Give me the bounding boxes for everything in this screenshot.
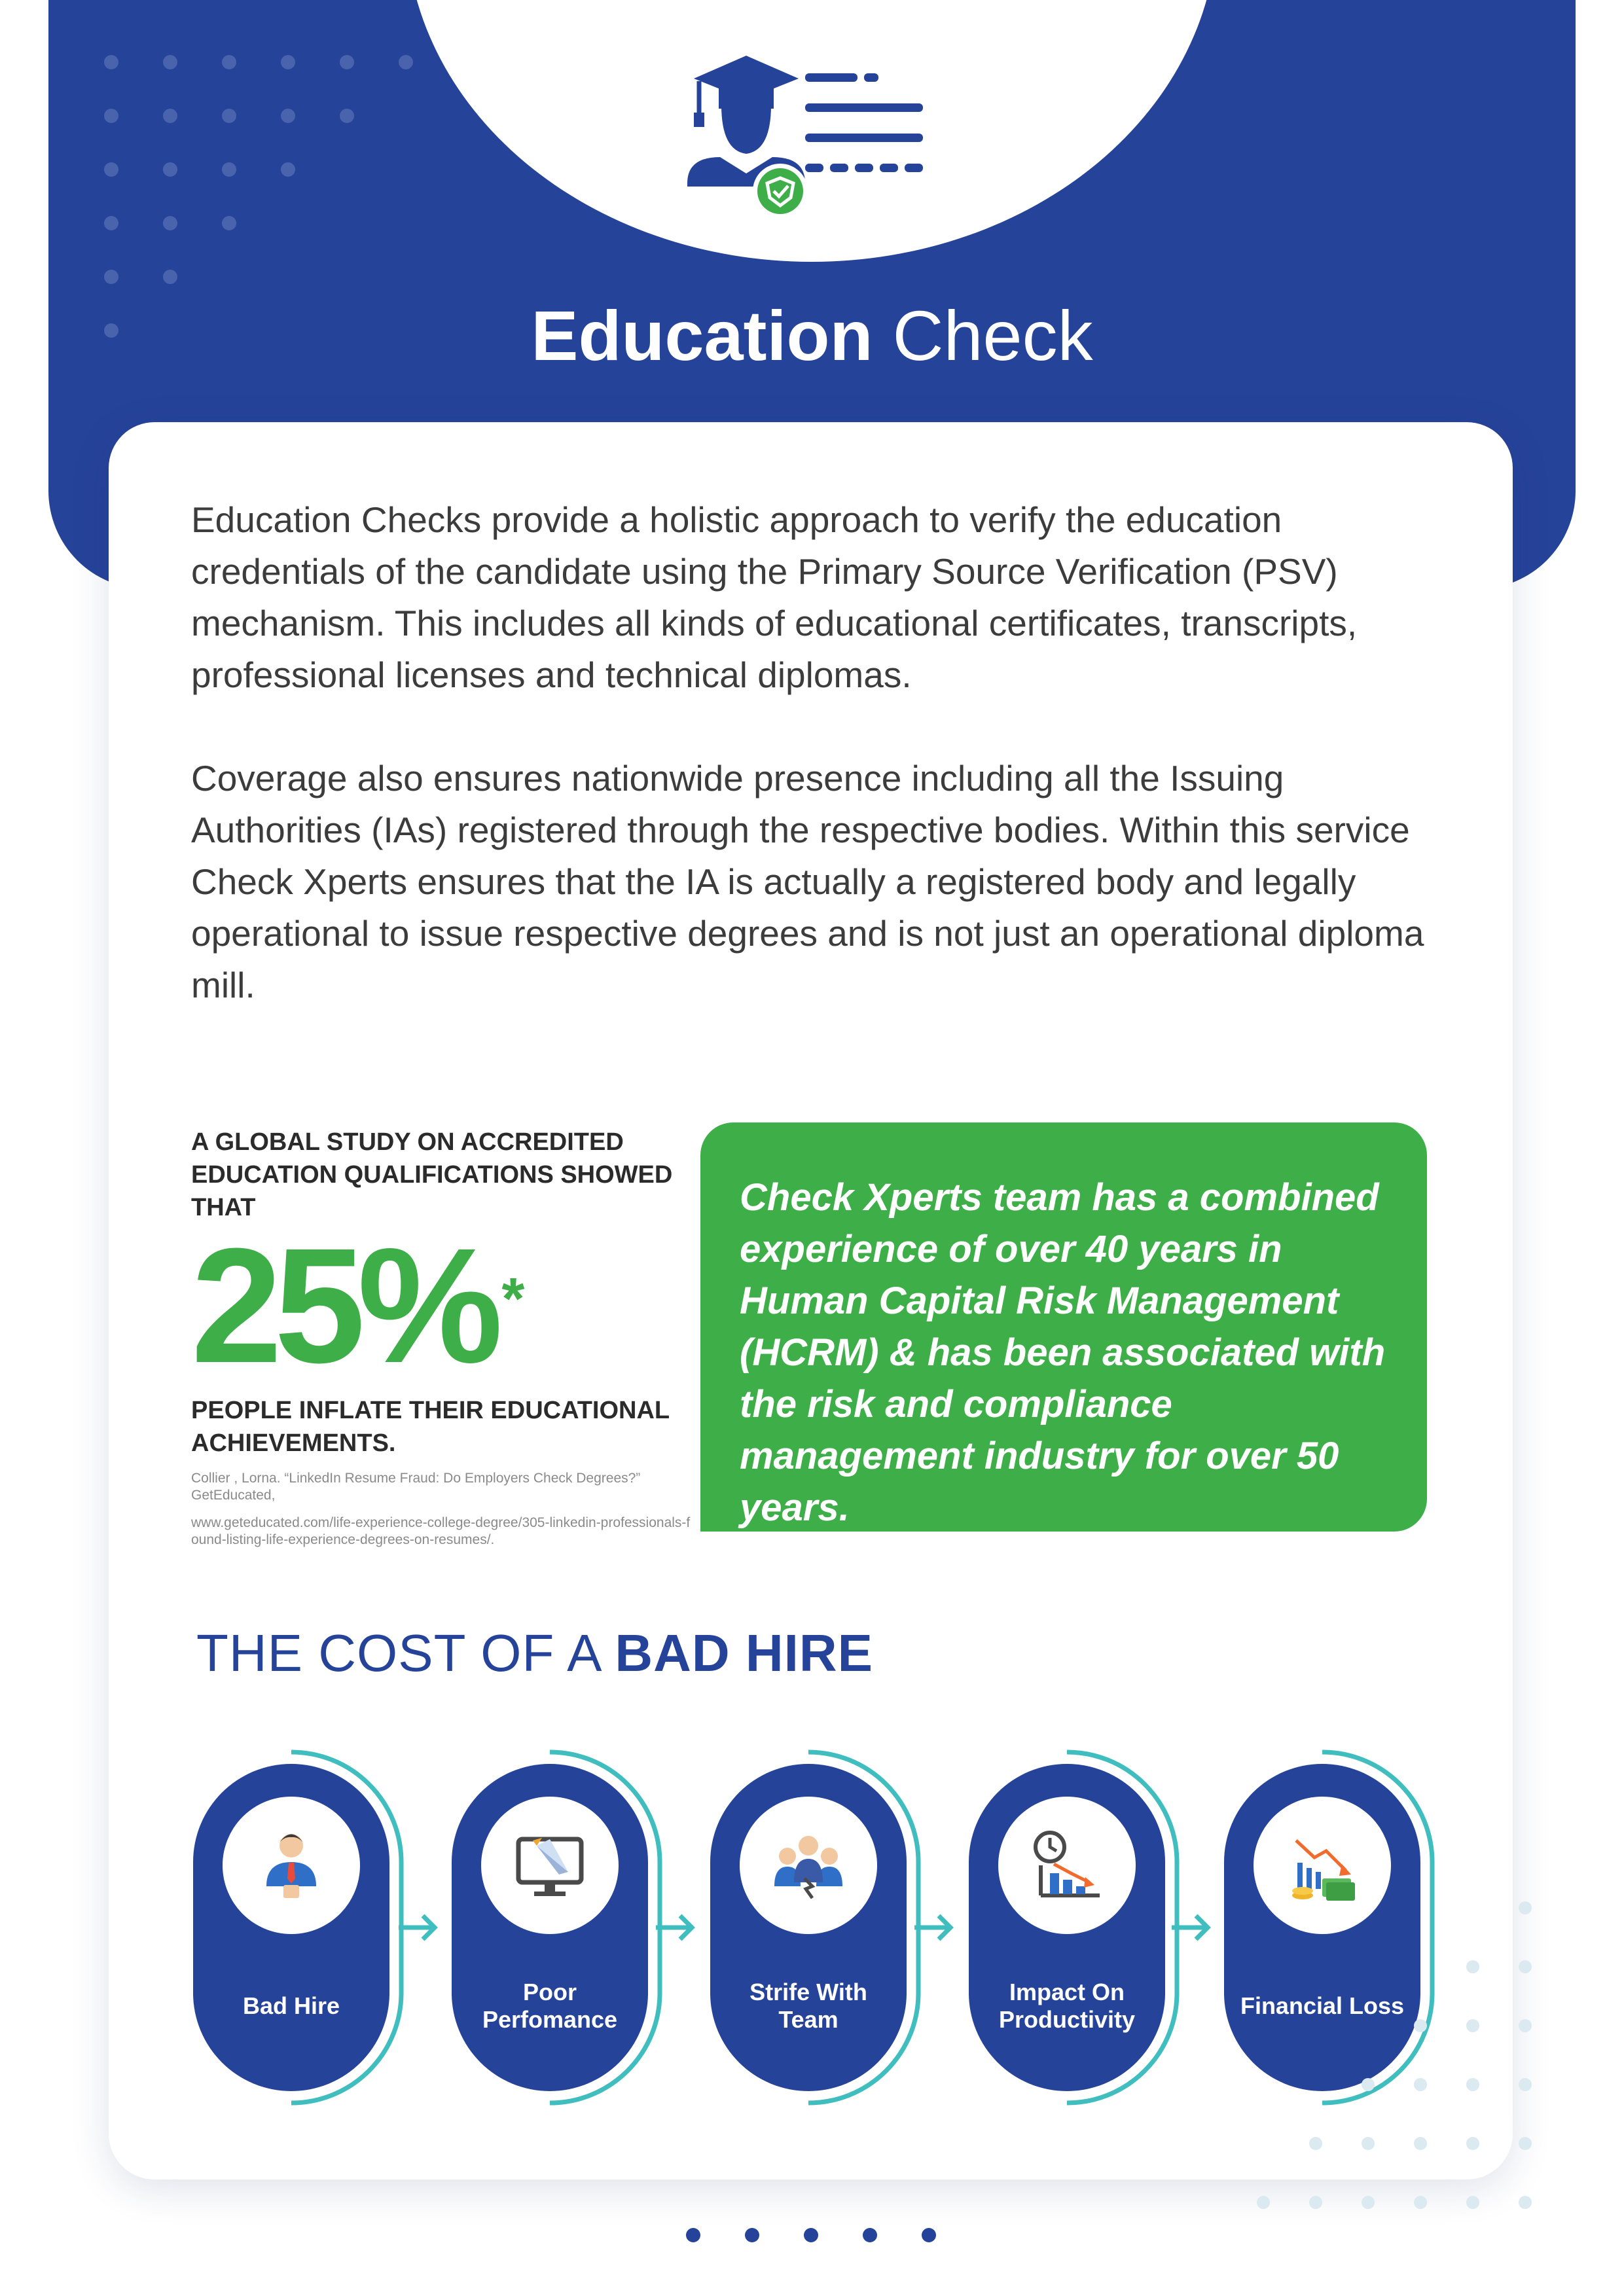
arrow-right-icon bbox=[653, 1908, 698, 1947]
step-icon-circle bbox=[481, 1797, 619, 1934]
step-label: Impact On Productivity bbox=[998, 1979, 1136, 2033]
intro-paragraph-2: Coverage also ensures nationwide presence including all the Issuing Authorities (IAs) registered through the respective bodies. Within this service Check Xperts ensures that the IA is actually a registered body and legally operational to issue respective degrees and is not just an operational diploma mill. bbox=[191, 758, 1424, 1005]
graduate-verified-icon bbox=[681, 52, 943, 223]
page-dot bbox=[863, 2228, 877, 2242]
step-strife-with-team bbox=[710, 1764, 907, 2091]
asterisk: * bbox=[501, 1266, 525, 1332]
experience-highlight-box bbox=[700, 1122, 1427, 1532]
intro-paragraph-1: Education Checks provide a holistic approach to verify the education credentials of the candidate using the Primary Source Verification (PSV) mechanism. This includes all kinds of educational certificates, transcripts, professional licenses and technical diplomas. bbox=[191, 499, 1358, 695]
study-percent: 25% * bbox=[191, 1214, 525, 1397]
step-label: Strife With Team bbox=[749, 1979, 867, 2033]
step-label: Financial Loss bbox=[1240, 1992, 1405, 2019]
page-title: Education Check bbox=[531, 296, 1093, 375]
study-heading: A GLOBAL STUDY ON ACCREDITED EDUCATION QUALIFICATIONS SHOWED THAT bbox=[191, 1128, 673, 1221]
businessman-icon bbox=[252, 1826, 331, 1905]
page-dot bbox=[922, 2228, 936, 2242]
citation-url: www.geteducated.com/life-experience-college-degree/305-linkedin-professionals-found-listing-life-experience-degrees-on-resumes/. bbox=[191, 1515, 691, 1547]
clock-decline-chart-icon bbox=[1028, 1826, 1106, 1905]
step-icon-circle bbox=[223, 1797, 360, 1934]
page-dot bbox=[686, 2228, 700, 2242]
step-icon-circle bbox=[740, 1797, 877, 1934]
experience-highlight-text: Check Xperts team has a combined experience of over 40 years in Human Capital Risk Management (HCRM) & has been associated with the risk and compliance management industry for over 50 years. bbox=[740, 1176, 1386, 1529]
step-icon-circle bbox=[998, 1797, 1136, 1934]
money-loss-chart-icon bbox=[1283, 1826, 1362, 1905]
section-title-cost: THE COST OF A BAD HIRE bbox=[196, 1624, 873, 1682]
citation-source: Collier , Lorna. “LinkedIn Resume Fraud: Do Employers Check Degrees?” GetEducated, bbox=[191, 1471, 641, 1503]
study-subtext: PEOPLE INFLATE THEIR EDUCATIONAL ACHIEVEMENTS. bbox=[191, 1397, 670, 1457]
page-dot bbox=[804, 2228, 818, 2242]
dot-pattern-bottom-right bbox=[1244, 1898, 1538, 2212]
step-label: Poor Perfomance bbox=[482, 1979, 618, 2033]
arrow-right-icon bbox=[911, 1908, 957, 1947]
monitor-chart-icon bbox=[511, 1826, 589, 1905]
step-poor-performance bbox=[452, 1764, 648, 2091]
step-label: Bad Hire bbox=[242, 1992, 340, 2019]
arrow-right-icon bbox=[1168, 1908, 1214, 1947]
step-bad-hire bbox=[193, 1764, 389, 2091]
team-conflict-icon bbox=[769, 1826, 848, 1905]
arrow-right-icon bbox=[395, 1908, 441, 1947]
page-dot bbox=[745, 2228, 759, 2242]
step-impact-on-productivity bbox=[969, 1764, 1165, 2091]
study-stat bbox=[191, 1126, 695, 1549]
